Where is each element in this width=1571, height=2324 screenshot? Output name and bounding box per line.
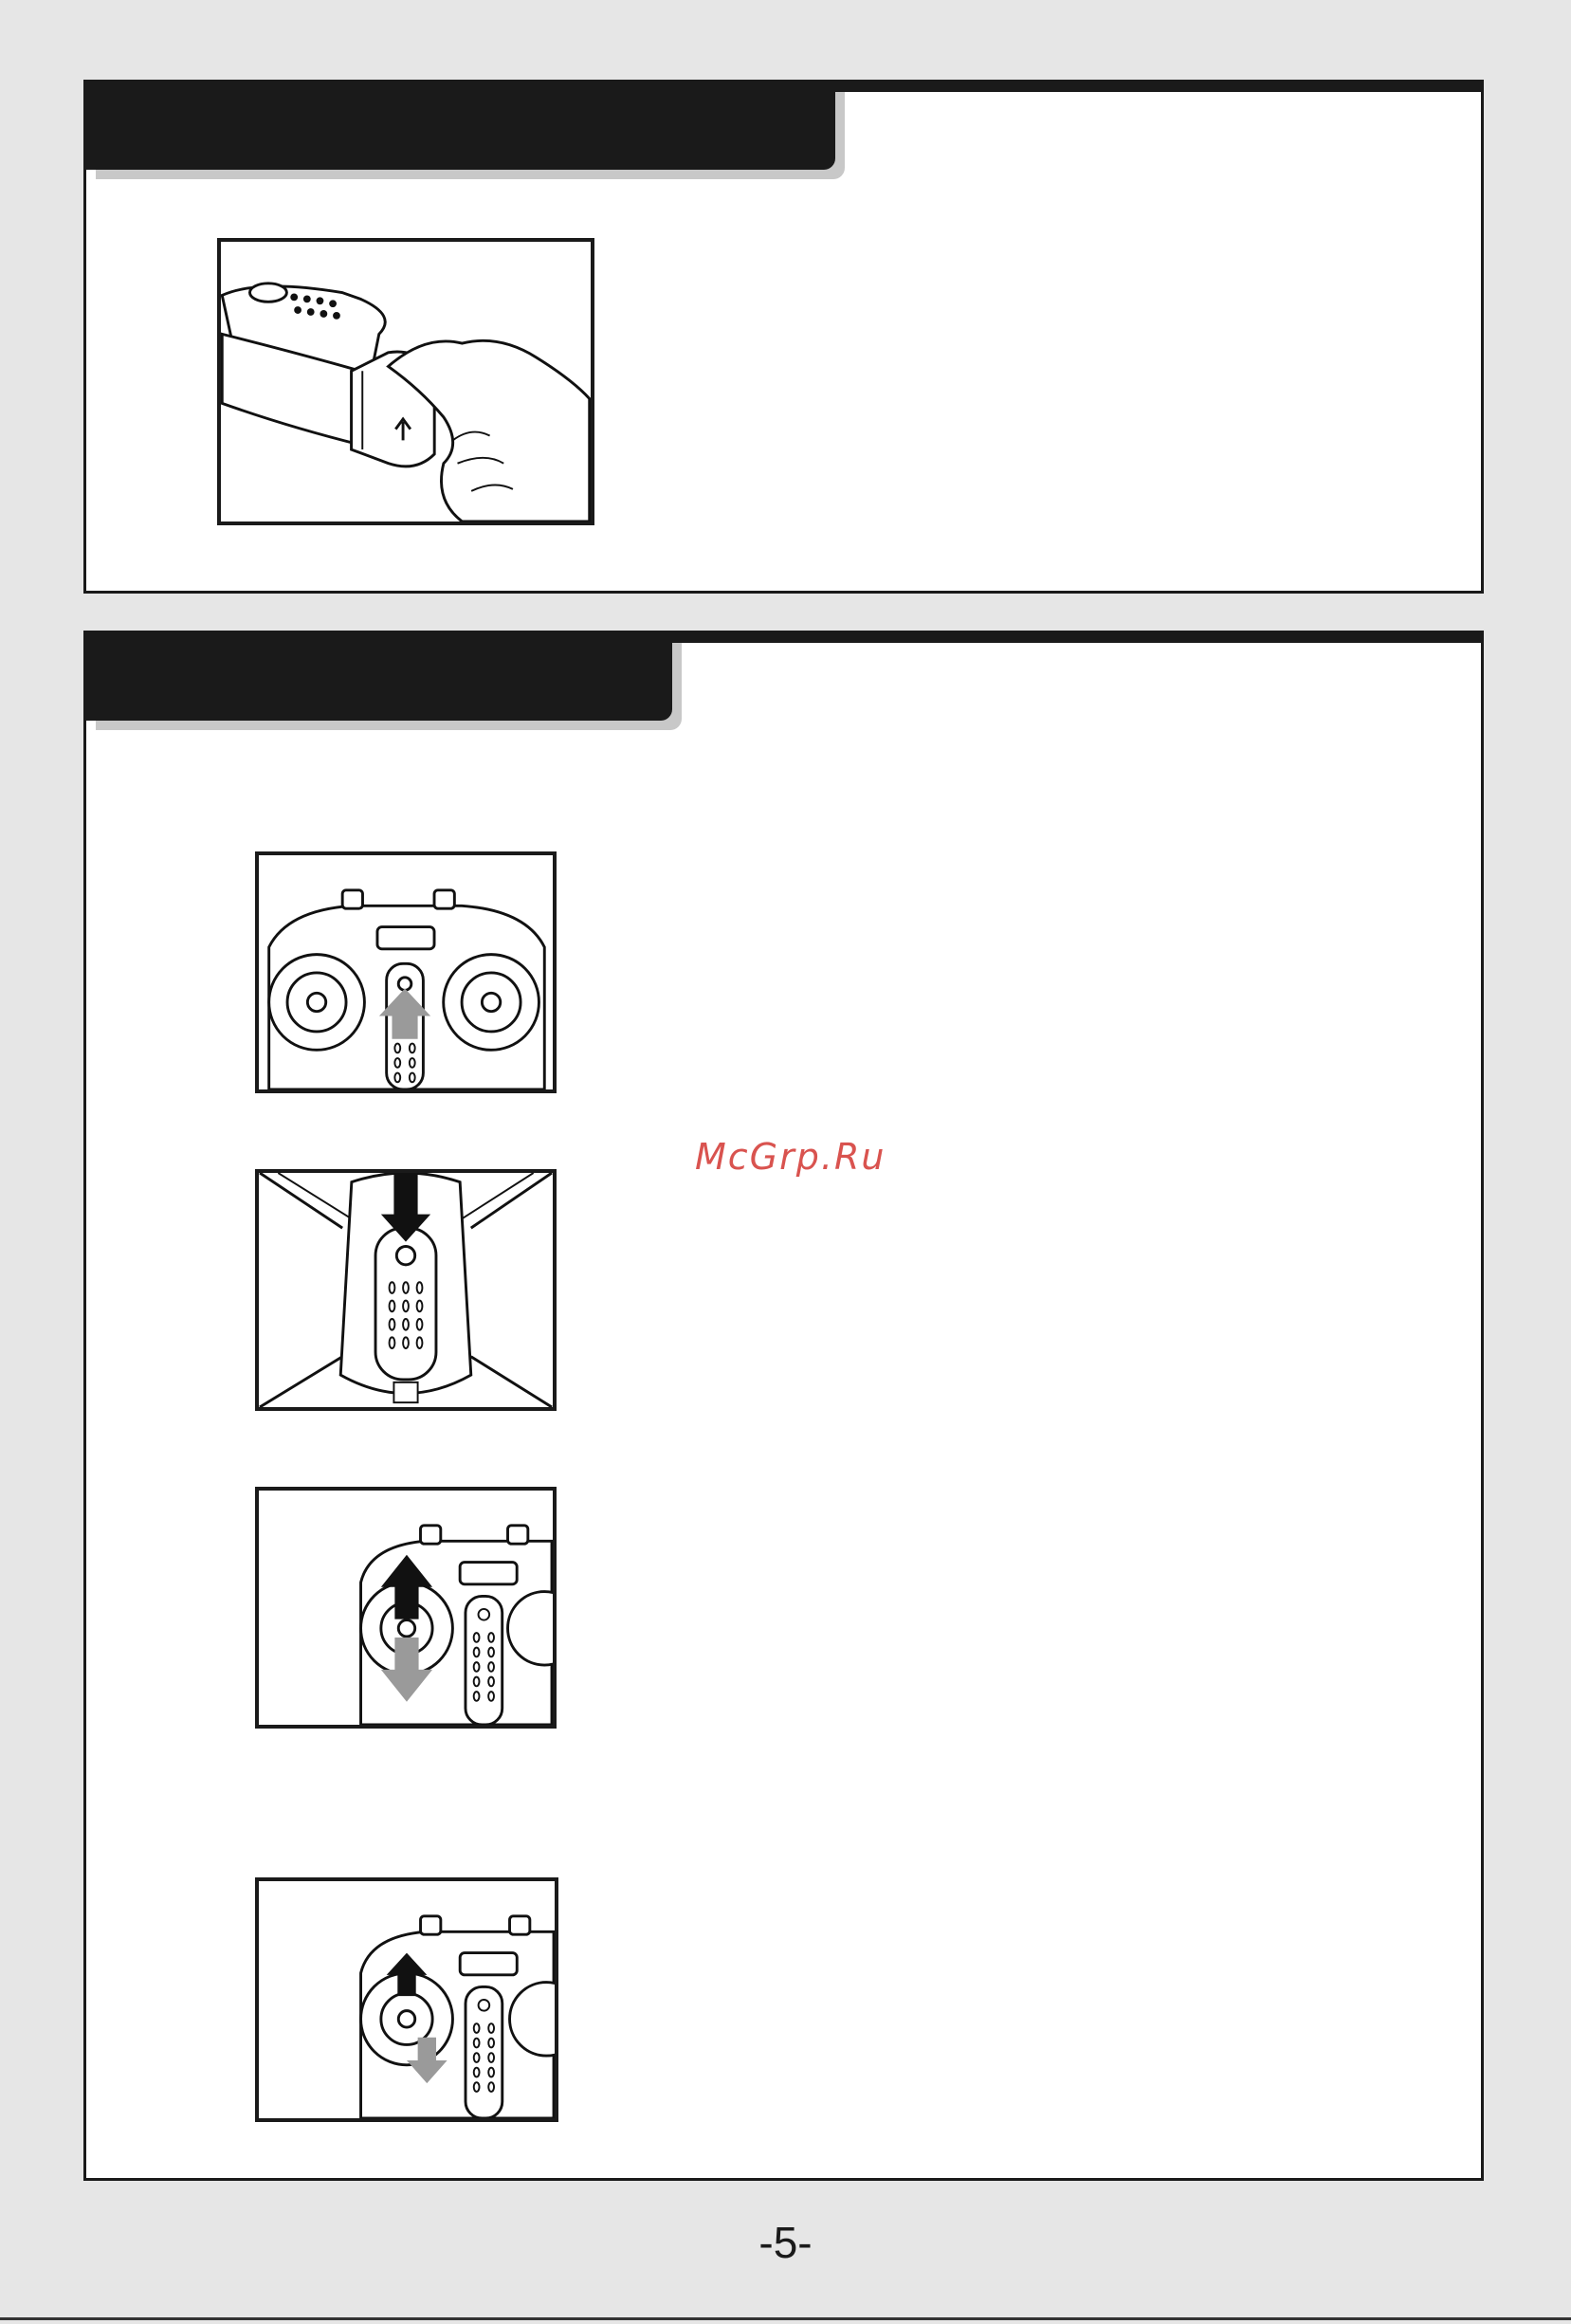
throttle-stick-figure xyxy=(255,1487,557,1729)
controller-power-switch-icon xyxy=(259,855,553,1089)
throttle-stick-small-figure xyxy=(255,1877,558,2122)
section-panel-power-on xyxy=(83,631,1484,2181)
controller-power-figure xyxy=(255,851,557,1093)
throttle-stick-icon xyxy=(259,1491,553,1725)
battery-insert-figure xyxy=(217,238,594,525)
section-header-tab xyxy=(86,82,835,170)
page-number: -5- xyxy=(758,2218,813,2267)
drone-power-figure xyxy=(255,1169,557,1411)
throttle-stick-small-icon xyxy=(259,1881,555,2118)
bottom-edge-line xyxy=(0,2317,1571,2320)
section-header-tab xyxy=(86,633,672,721)
drone-power-button-icon xyxy=(259,1173,553,1407)
section-panel-battery xyxy=(83,80,1484,594)
battery-insert-icon xyxy=(221,242,591,522)
watermark-text: McGrp.Ru xyxy=(695,1136,886,1178)
